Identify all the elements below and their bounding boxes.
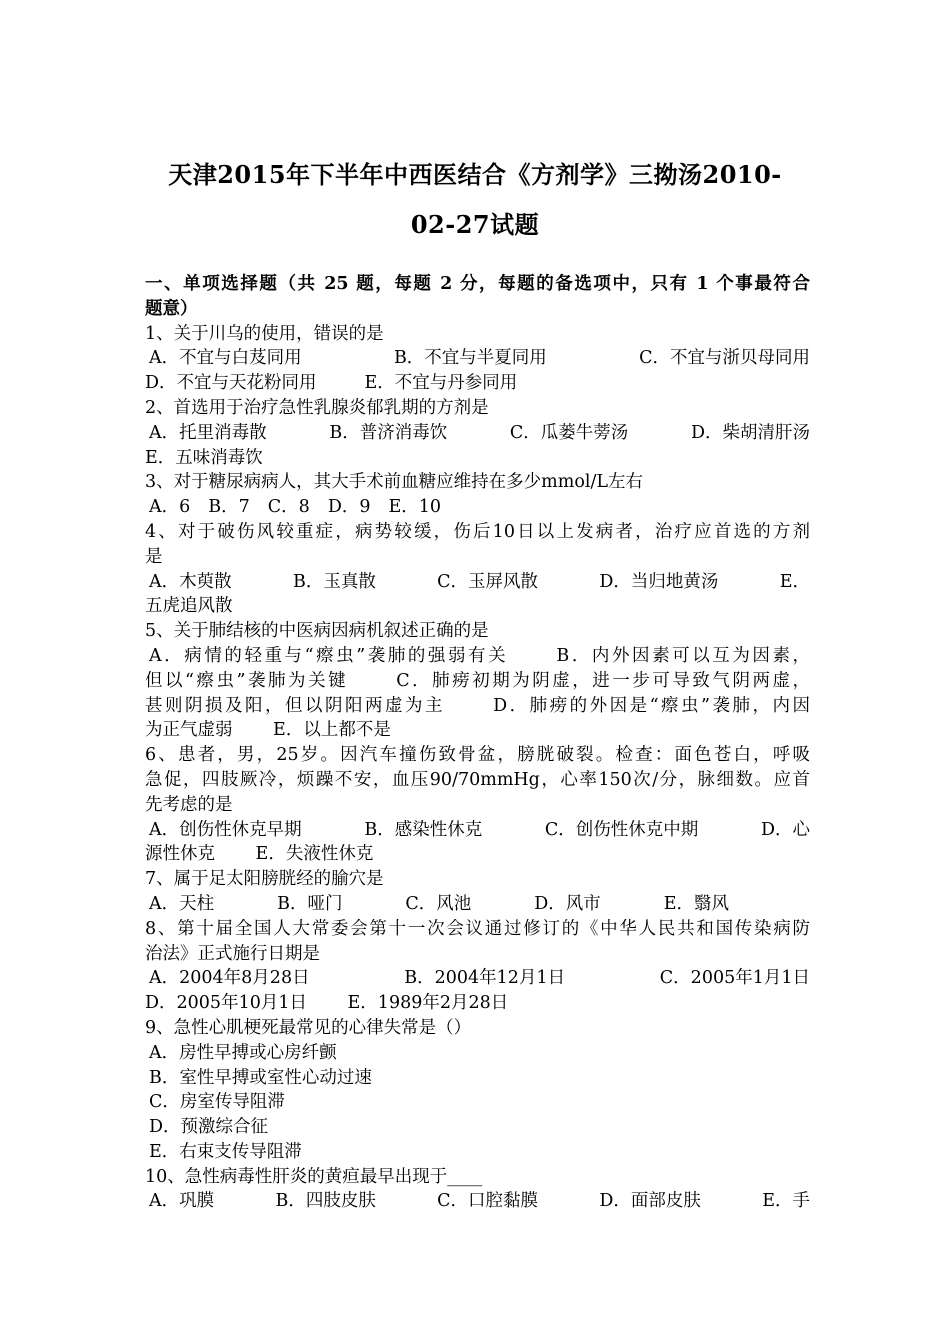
question-stem: 9、急性心肌梗死最常见的心律失常是（） [145, 1017, 472, 1038]
option-row [145, 495, 810, 520]
option: C．房室传导阻滞 [149, 1092, 285, 1113]
option: A．2004年8月28日 [149, 968, 310, 989]
option: C．不宜与浙贝母同用 [639, 348, 810, 369]
option: C．8 [267, 497, 310, 518]
option: C．瓜蒌牛蒡汤 [509, 422, 629, 443]
option: B．室性早搏或室性心动过速 [149, 1067, 372, 1088]
option: B．感染性休克 [364, 819, 483, 840]
option: E．10 [388, 497, 442, 518]
option: E． [779, 571, 810, 592]
option-row [145, 346, 810, 371]
option-cont: D．2005年10月1日 E．1989年2月28日 [145, 993, 509, 1014]
option: A．天柱 [149, 893, 215, 914]
option: A．托里消毒散 [149, 422, 267, 443]
question-stem-cont: 是 [145, 546, 163, 567]
option-row [145, 966, 810, 991]
option: D．预激综合征 [149, 1117, 269, 1138]
question-stem: 5、关于肺结核的中医病因病机叙述正确的是 [145, 621, 489, 642]
document-title-line1: 天津2015年下半年中西医结合《方剂学》三拗汤2010- [168, 160, 782, 189]
option: E．不宜与丹参同用 [364, 373, 518, 394]
question-stem-cont: 治法》正式施行日期是 [145, 943, 320, 964]
option-row [145, 570, 810, 595]
option: C．风池 [405, 893, 472, 914]
option: A．木萸散 [149, 571, 232, 592]
section-heading: 一、单项选择题（共 25 题，每题 2 分，每题的备选项中，只有 1 个事最符合 [145, 274, 810, 294]
option: C．口腔黏膜 [437, 1191, 539, 1212]
question-stem: 2、首选用于治疗急性乳腺炎郁乳期的方剂是 [145, 397, 489, 418]
option: B．不宜与半夏同用 [393, 348, 547, 369]
option-line: 为正气虚弱 E．以上都不是 [145, 720, 391, 741]
option: A．6 [149, 497, 191, 518]
option-row [145, 1189, 810, 1214]
option: A．不宜与白芨同用 [149, 348, 302, 369]
option: C．2005年1月1日 [659, 968, 810, 989]
option-cont: 五虎追风散 [145, 596, 233, 617]
question-stem: 3、对于糖尿病病人，其大手术前血糖应维持在多少mmol/L左右 [145, 472, 643, 493]
option: B．普济消毒饮 [329, 422, 448, 443]
question-stem: 6、患者，男，25岁。因汽车撞伤致骨盆，膀胱破裂。检查：面色苍白，呼吸 [145, 745, 810, 766]
question-stem: 10、急性病毒性肝炎的黄疸最早出现于____ [145, 1166, 483, 1187]
option-line: 但以“瘵虫”袭肺为关键 C．肺痨初期为阴虚，进一步可导致气阴两虚， [145, 670, 810, 691]
option-row [145, 818, 810, 843]
option-line: 甚则阴损及阳，但以阴阳两虚为主 D．肺痨的外因是“瘵虫”袭肺，内因 [145, 695, 810, 716]
option: E．翳风 [663, 893, 729, 914]
document-title-line2: 02-27试题 [410, 210, 540, 239]
option: D．当归地黄汤 [599, 571, 719, 592]
option: C．创伤性休克中期 [544, 819, 699, 840]
option: D．风市 [534, 893, 601, 914]
option-row [145, 371, 810, 396]
question-stem: 4、对于破伤风较重症，病势较缓，伤后10日以上发病者，治疗应首选的方剂 [145, 521, 810, 542]
option: B．四肢皮肤 [275, 1191, 376, 1212]
option: E．五味消毒饮 [145, 447, 263, 468]
option: B．7 [208, 497, 250, 518]
option: B．哑门 [277, 893, 343, 914]
option: A．创伤性休克早期 [149, 819, 302, 840]
question-stem: 急促，四肢厥冷，烦躁不安，血压90/70mmHg，心率150次/分，脉细数。应首 [145, 769, 810, 790]
question-stem: 先考虑的是 [145, 794, 233, 815]
option: D．9 [327, 497, 371, 518]
option: E．手 [762, 1191, 810, 1212]
option: D．不宜与天花粉同用 [145, 373, 317, 394]
section-heading-cont: 题意） [145, 298, 198, 319]
option-row [145, 892, 729, 917]
option: B．2004年12月1日 [404, 968, 566, 989]
option: A．房性早搏或心房纤颤 [149, 1042, 337, 1063]
option: E．右束支传导阻滞 [149, 1141, 302, 1162]
option-cont: 源性休克 E．失液性休克 [145, 844, 374, 865]
question-stem: 7、属于足太阳膀胱经的腧穴是 [145, 869, 384, 890]
option: B．玉真散 [292, 571, 376, 592]
question-stem: 8、第十届全国人大常委会第十一次会议通过修订的《中华人民共和国传染病防 [145, 918, 810, 939]
option: A．巩膜 [149, 1191, 215, 1212]
option: D．柴胡清肝汤 [690, 422, 810, 443]
question-stem: 1、关于川乌的使用，错误的是 [145, 323, 384, 344]
option-row [145, 421, 810, 446]
option-line: A．病情的轻重与“瘵虫”袭肺的强弱有关 B．内外因素可以互为因素， [149, 645, 810, 666]
question-list [145, 272, 810, 1214]
option: D．心 [760, 819, 810, 840]
option: D．面部皮肤 [599, 1191, 701, 1212]
option: C．玉屏风散 [437, 571, 539, 592]
